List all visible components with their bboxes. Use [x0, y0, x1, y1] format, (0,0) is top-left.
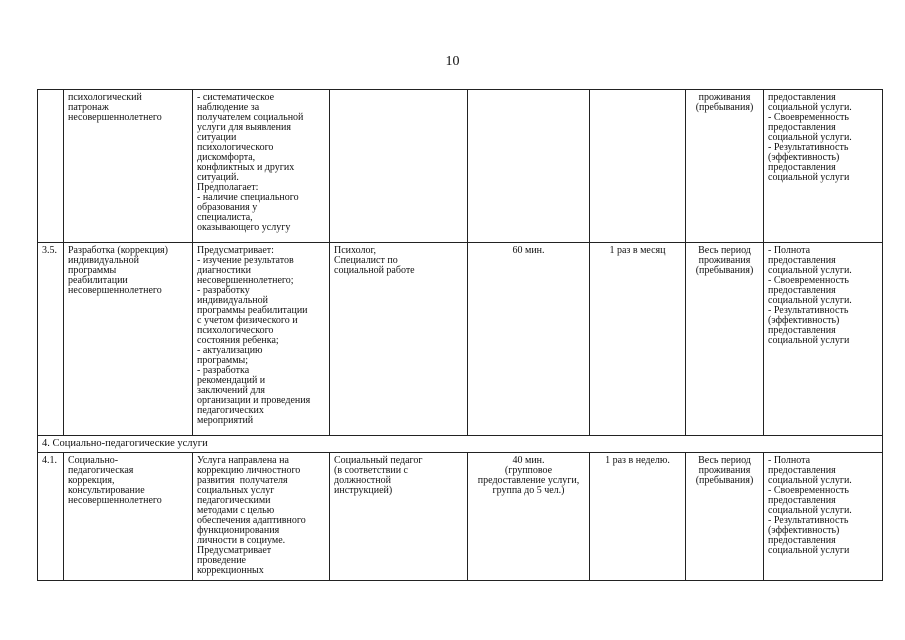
cell-line: социальной услуги.	[768, 265, 852, 276]
cell-description	[193, 243, 330, 436]
cell-period	[686, 90, 764, 243]
cell-line: с учетом физического и	[197, 315, 298, 326]
cell-line: педагогическая	[68, 465, 134, 476]
cell-line: (эффективность)	[768, 315, 840, 326]
cell-line: должностной	[334, 475, 391, 486]
cell-line: психологический	[68, 92, 142, 103]
cell-line: - Полнота	[768, 455, 811, 466]
cell-number	[38, 90, 64, 243]
cell-line: (эффективность)	[768, 152, 840, 163]
cell-line: проведение	[197, 555, 246, 566]
cell-duration	[468, 243, 590, 436]
cell-line: - актуализацию	[197, 345, 263, 356]
cell-line: социальной услуги.	[768, 475, 852, 486]
cell-line: консультирование	[68, 485, 145, 496]
cell-line: педагогическими	[197, 495, 271, 506]
cell-line: педагогических	[197, 405, 264, 416]
cell-line: коррекция,	[68, 475, 115, 486]
cell-line: социальной услуги.	[768, 102, 852, 113]
cell-service-name	[64, 453, 193, 581]
cell-line: психологического	[197, 325, 274, 336]
cell-duration	[468, 453, 590, 581]
cell-line: проживания	[698, 92, 751, 103]
cell-line: группа до 5 чел.)	[492, 485, 565, 496]
cell-frequency	[590, 90, 686, 243]
cell-line: 60 мин.	[512, 245, 545, 256]
cell-line: психологического	[197, 142, 274, 153]
cell-frequency	[590, 243, 686, 436]
cell-line: Предусматривает	[197, 545, 272, 556]
cell-line: (в соответствии с	[334, 465, 408, 476]
cell-period	[686, 453, 764, 581]
cell-line: предоставления	[768, 465, 836, 476]
cell-line: социальных услуг	[197, 485, 275, 496]
cell-line: дискомфорта,	[197, 152, 256, 163]
cell-line: Услуга направлена на	[197, 455, 289, 466]
cell-line: проживания	[698, 465, 751, 476]
cell-line: реабилитации	[68, 275, 128, 286]
cell-line: несовершеннолетнего	[68, 285, 162, 296]
cell-line: Весь период	[698, 455, 751, 466]
cell-line: получателем социальной	[197, 112, 304, 123]
cell-line: Разработка (коррекция)	[68, 245, 168, 256]
cell-line: специалиста,	[197, 212, 253, 223]
cell-performer	[330, 453, 468, 581]
section-header-row	[38, 436, 883, 453]
cell-line: индивидуальной	[68, 255, 139, 266]
cell-line: Специалист по	[334, 255, 398, 266]
cell-line: социальной услуги	[768, 172, 850, 183]
cell-description	[193, 90, 330, 243]
cell-line: (пребывания)	[695, 265, 754, 276]
cell-line: предоставление услуги,	[477, 475, 580, 486]
cell-line: 1 раз в месяц	[609, 245, 666, 256]
cell-line: Социальный педагог	[334, 455, 423, 466]
cell-line: предоставления	[768, 495, 836, 506]
cell-line: образования у	[197, 202, 258, 213]
cell-line: индивидуальной	[197, 295, 268, 306]
cell-line: состояния ребенка;	[197, 335, 279, 346]
section-title: 4. Социально-педагогические услуги	[38, 436, 883, 453]
cell-line: заключений для	[197, 385, 266, 396]
cell-line: предоставления	[768, 122, 836, 133]
cell-line: коррекционных	[197, 565, 264, 576]
cell-line: наблюдение за	[197, 102, 260, 113]
cell-line: предоставления	[768, 535, 836, 546]
cell-line: - разработку	[197, 285, 250, 296]
cell-quality	[764, 90, 883, 243]
cell-number: 3.5.	[38, 243, 64, 436]
cell-line: предоставления	[768, 92, 836, 103]
cell-line: предоставления	[768, 255, 836, 266]
cell-line: Предполагает:	[197, 182, 259, 193]
cell-line: личности в социуме.	[197, 535, 286, 546]
cell-line: ситуации	[197, 132, 237, 143]
cell-line: социальной услуги	[768, 335, 850, 346]
cell-line: Психолог,	[334, 245, 376, 256]
page-number: 10	[445, 54, 460, 69]
services-table	[37, 89, 883, 581]
cell-performer	[330, 90, 468, 243]
cell-line: несовершеннолетнего	[68, 112, 162, 123]
cell-line: развития получателя	[197, 475, 288, 486]
cell-line: ситуаций.	[197, 172, 239, 183]
cell-line: социальной услуги.	[768, 132, 852, 143]
cell-line: - Своевременность	[768, 112, 849, 123]
cell-line: (пребывания)	[695, 102, 754, 113]
cell-line: 40 мин.	[512, 455, 545, 466]
cell-line: - Результативность	[768, 515, 849, 526]
table-row	[38, 453, 883, 581]
cell-line: социальной услуги	[768, 545, 850, 556]
cell-line: коррекцию личностного	[197, 465, 301, 476]
cell-line: (групповое	[504, 465, 553, 476]
cell-line: несовершеннолетнего;	[197, 275, 294, 286]
cell-line: мероприятий	[197, 415, 254, 426]
cell-line: несовершеннолетнего	[68, 495, 162, 506]
cell-line: Весь период	[698, 245, 751, 256]
cell-line: оказывающего услугу	[197, 222, 291, 233]
cell-line: Предусматривает:	[197, 245, 274, 256]
table-row	[38, 90, 883, 243]
cell-line: социальной работе	[334, 265, 415, 276]
cell-line: патронаж	[68, 102, 109, 113]
cell-period	[686, 243, 764, 436]
cell-line: - наличие специального	[197, 192, 299, 203]
cell-line: функционирования	[197, 525, 280, 536]
cell-line: - Результативность	[768, 305, 849, 316]
cell-line: - изучение результатов	[197, 255, 294, 266]
cell-line: рекомендаций и	[197, 375, 266, 386]
cell-line: социальной услуги.	[768, 295, 852, 306]
cell-line: - Результативность	[768, 142, 849, 153]
cell-line: предоставления	[768, 162, 836, 173]
cell-line: 1 раз в неделю.	[605, 455, 670, 466]
cell-number: 4.1.	[38, 453, 64, 581]
cell-description	[193, 453, 330, 581]
cell-line: услуги для выявления	[197, 122, 291, 133]
cell-line: проживания	[698, 255, 751, 266]
cell-line: социальной услуги.	[768, 505, 852, 516]
cell-frequency	[590, 453, 686, 581]
table-row	[38, 243, 883, 436]
cell-line: - Полнота	[768, 245, 811, 256]
cell-line: - Своевременность	[768, 275, 849, 286]
cell-line: программы	[68, 265, 117, 276]
cell-line: - разработка	[197, 365, 250, 376]
cell-line: - систематическое	[197, 92, 275, 103]
cell-line: программы;	[197, 355, 249, 366]
cell-service-name	[64, 243, 193, 436]
cell-line: предоставления	[768, 285, 836, 296]
cell-line: - Своевременность	[768, 485, 849, 496]
cell-service-name	[64, 90, 193, 243]
cell-line: инструкцией)	[334, 485, 393, 496]
cell-quality	[764, 243, 883, 436]
cell-performer	[330, 243, 468, 436]
cell-line: методами с целью	[197, 505, 275, 516]
cell-line: Социально-	[68, 455, 119, 466]
cell-line: (пребывания)	[695, 475, 754, 486]
cell-line: организации и проведения	[197, 395, 311, 406]
cell-line: предоставления	[768, 325, 836, 336]
cell-line: конфликтных и других	[197, 162, 295, 173]
cell-line: программы реабилитации	[197, 305, 308, 316]
cell-line: (эффективность)	[768, 525, 840, 536]
cell-quality	[764, 453, 883, 581]
cell-line: диагностики	[197, 265, 251, 276]
cell-line: обеспечения адаптивного	[197, 515, 306, 526]
cell-duration	[468, 90, 590, 243]
